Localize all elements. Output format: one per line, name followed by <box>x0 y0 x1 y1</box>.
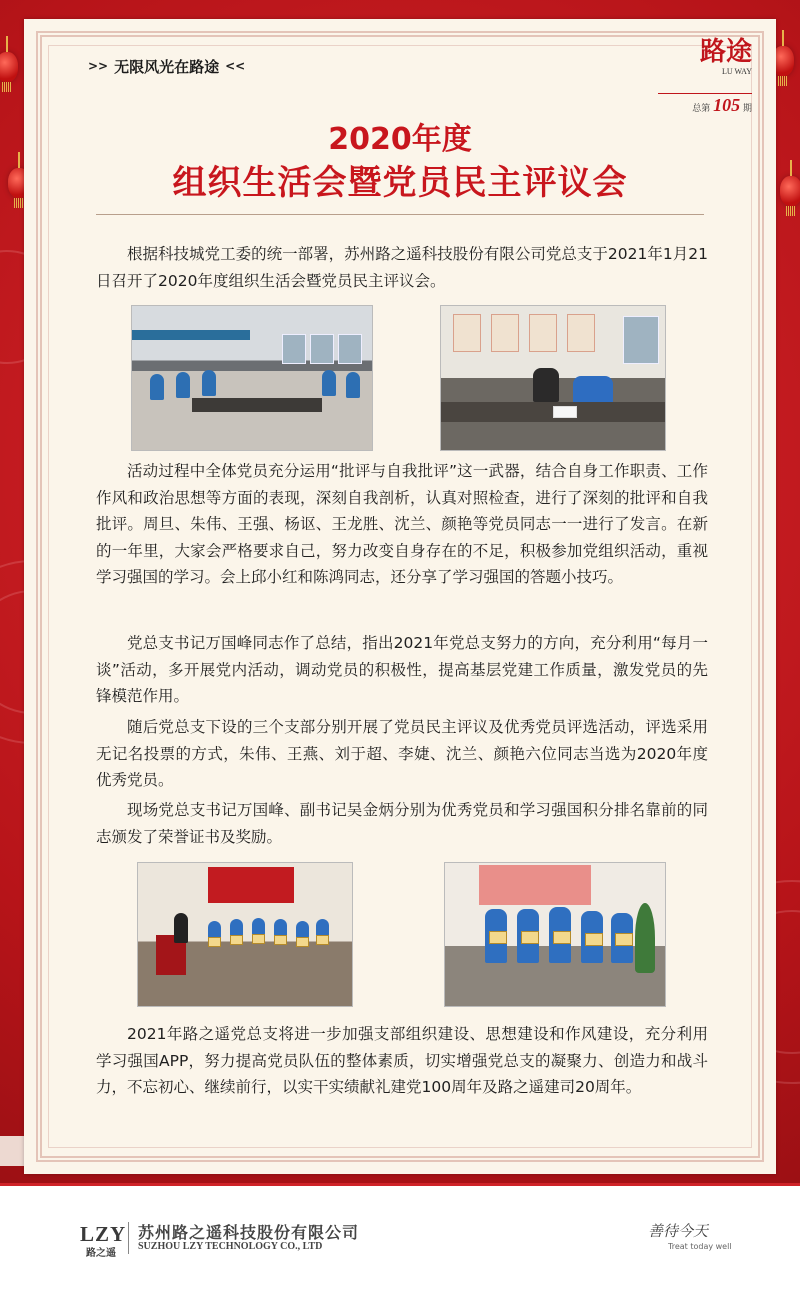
award-ceremony-photo <box>137 862 353 1007</box>
magazine-logo <box>658 37 752 115</box>
article-paragraph: 现场党总支书记万国峰、副书记吴金炳分别为优秀党员和学习强国积分排名靠前的同志颁发了荣誉证书及奖励。 <box>96 801 708 846</box>
attendee <box>202 370 216 396</box>
certificate <box>274 935 287 945</box>
lantern-icon <box>0 52 18 82</box>
wall-poster <box>567 314 595 352</box>
window <box>310 334 334 364</box>
stage-banner <box>479 865 591 905</box>
article-paragraph: 活动过程中全体党员充分运用“批评与自我批评”这一武器，结合自身工作职责、工作作风和政治思想等方面的表现，深刻自我剖析，认真对照检查，进行了深刻的批评和自我批评。周旦、朱伟、王强、杨讴、王龙胜、沈兰、颜艳等党员同志一一进行了发言。在新的一年里，大家会严格要求自己，努力改变自身存在的不足，积极参加党组织活动，重视学习强国的学习。会上邱小红和陈鸿同志，还分享了学习强国的答题小技巧。 <box>96 462 708 586</box>
wall-poster <box>453 314 481 352</box>
certificate <box>585 933 603 946</box>
company-logo-sub: 路之遥 <box>86 1248 116 1259</box>
attendee <box>322 370 336 396</box>
company-name-en: SUZHOU LZY TECHNOLOGY CO., LTD <box>138 1241 323 1252</box>
certificate <box>252 934 265 944</box>
award-ceremony-photo <box>444 862 666 1007</box>
section-tag <box>50 48 272 84</box>
attendee <box>346 372 360 398</box>
company-logo: LZY <box>80 1222 127 1246</box>
certificate <box>230 935 243 945</box>
certificate <box>553 931 571 944</box>
issue-number <box>692 95 752 116</box>
slogan-en: Treat today well <box>668 1242 732 1251</box>
meeting-banner <box>132 330 250 340</box>
divider <box>128 1222 129 1254</box>
certificate <box>489 931 507 944</box>
presenter <box>174 913 188 943</box>
attendee <box>150 374 164 400</box>
certificate <box>296 937 309 947</box>
attendee <box>533 368 559 402</box>
article-paragraph: 2021年路之遥党总支将进一步加强支部组织建设、思想建设和作风建设，充分利用学习强国APP，努力提高党员队伍的整体素质，切实增强党总支的凝聚力、创造力和战斗力，不忘初心、继续前行，以实干实绩献礼建党100周年及路之遥建司20周年。 <box>96 1025 708 1096</box>
double-chevron-left-icon: << <box>225 59 246 73</box>
logo-subtitle: LU WAY <box>721 67 752 76</box>
certificate <box>615 933 633 946</box>
wall-poster <box>529 314 557 352</box>
conference-table <box>192 398 322 412</box>
certificate <box>316 935 329 945</box>
window <box>282 334 306 364</box>
meeting-photo <box>131 305 373 451</box>
logo-title: 路途 <box>699 37 752 67</box>
double-chevron-right-icon: >> <box>88 59 109 73</box>
divider <box>658 93 752 94</box>
window <box>338 334 362 364</box>
certificate <box>208 937 221 947</box>
wall-poster <box>491 314 519 352</box>
company-name-cn: 苏州路之遥科技股份有限公司 <box>138 1223 360 1242</box>
article-title-line1: 2020年度 <box>328 122 472 157</box>
title-divider <box>96 214 704 215</box>
section-tag-label: 无限风光在路途 <box>114 57 220 76</box>
slogan: 善待今天 <box>648 1222 709 1240</box>
certificate <box>521 931 539 944</box>
issue-value: 105 <box>713 95 741 115</box>
meeting-photo <box>440 305 666 451</box>
article-paragraph: 根据科技城党工委的统一部署，苏州路之遥科技股份有限公司党总支于2021年1月21日召开了2020年度组织生活会暨党员民主评议会。 <box>96 245 708 290</box>
attendee <box>176 372 190 398</box>
window <box>623 316 659 364</box>
potted-plant <box>635 903 655 973</box>
issue-prefix: 总第 <box>692 104 711 114</box>
article-title-line2: 组织生活会暨党员民主评议会 <box>172 163 628 203</box>
stage-banner <box>208 867 294 903</box>
document <box>553 406 577 418</box>
issue-suffix: 期 <box>742 104 752 114</box>
article-paragraph: 党总支书记万国峰同志作了总结，指出2021年党总支努力的方向，充分利用“每月一谈”活动，多开展党内活动，调动党员的积极性，提高基层党建工作质量，激发党员的先锋模范作用。 <box>96 634 708 705</box>
article-paragraph: 随后党总支下设的三个支部分别开展了党员民主评议及优秀党员评选活动，评选采用无记名投票的方式，朱伟、王燕、刘于超、李婕、沈兰、颜艳六位同志当选为2020年度优秀党员。 <box>96 718 708 789</box>
